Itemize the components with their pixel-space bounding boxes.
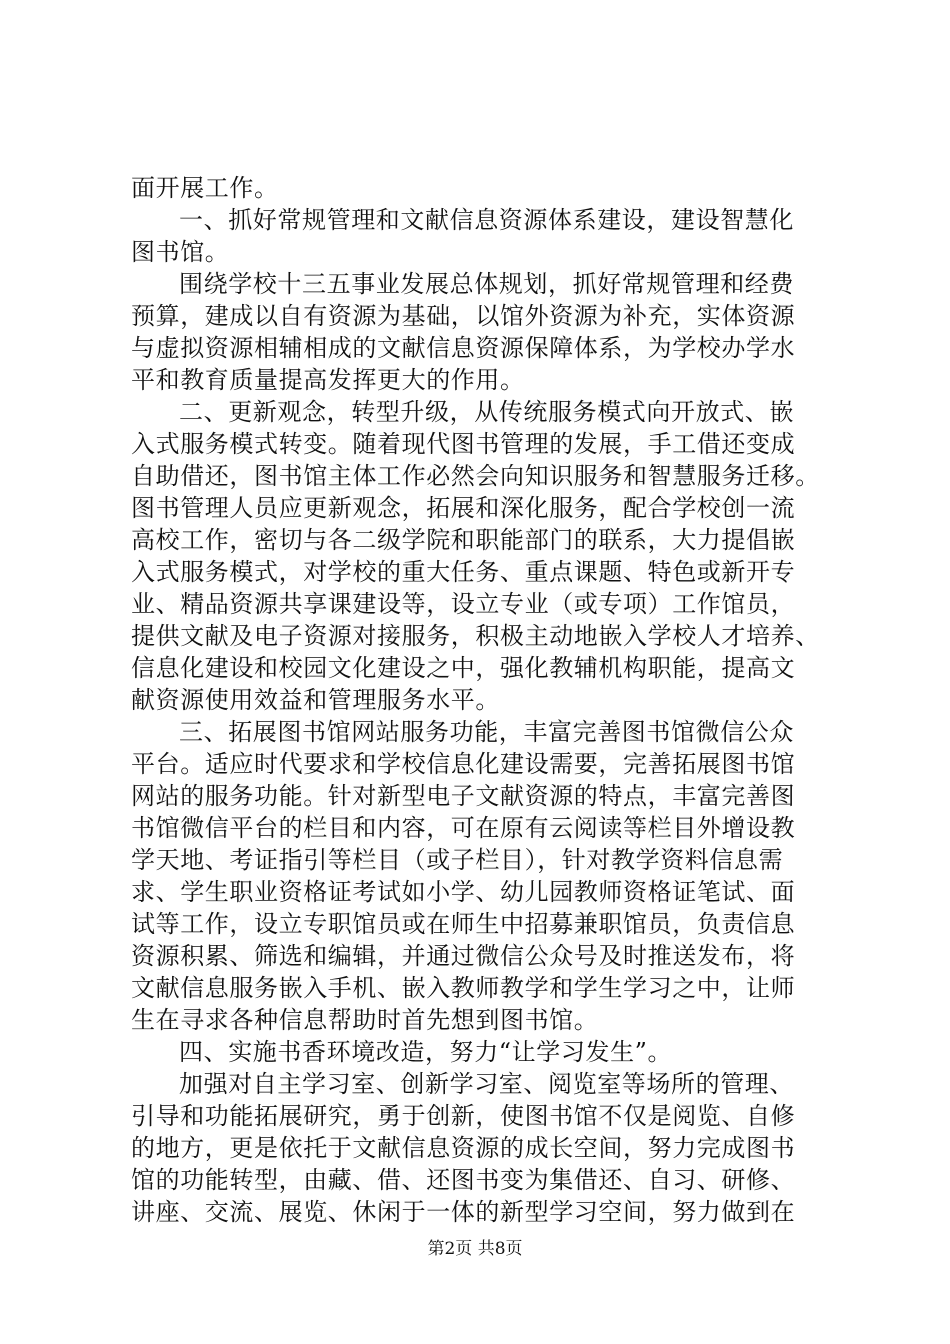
- text-line: 预算，建成以自有资源为基础，以馆外资源为补充，实体资源: [131, 302, 796, 330]
- text-line: 业、精品资源共享课建设等，设立专业（或专项）工作馆员，: [131, 590, 796, 618]
- heading-line: 二、更新观念，转型升级，从传统服务模式向开放式、嵌: [179, 398, 794, 426]
- text-line: 学天地、考证指引等栏目（或子栏目），针对教学资料信息需: [131, 846, 784, 874]
- text-line: 平台。适应时代要求和学校信息化建设需要，完善拓展图书馆: [131, 750, 796, 778]
- text-line: 图书管理人员应更新观念，拓展和深化服务，配合学校创一流: [131, 494, 796, 522]
- document-body: [131, 172, 831, 1228]
- heading-line: 三、拓展图书馆网站服务功能，丰富完善图书馆微信公众: [179, 718, 794, 746]
- text-line: 网站的服务功能。针对新型电子文献资源的特点，丰富完善图: [131, 782, 796, 810]
- text-line: 引导和功能拓展研究，勇于创新，使图书馆不仅是阅览、自修: [131, 1102, 796, 1130]
- text-line: 加强对自主学习室、创新学习室、阅览室等场所的管理、: [179, 1070, 794, 1098]
- page-number-footer: 第2页 共8页: [427, 1239, 523, 1259]
- text-line: 的地方，更是依托于文献信息资源的成长空间，努力完成图书: [131, 1134, 796, 1162]
- text-line: 献资源使用效益和管理服务水平。: [131, 686, 500, 714]
- text-line: 自助借还，图书馆主体工作必然会向知识服务和智慧服务迁移。: [131, 462, 820, 490]
- text-line: 围绕学校十三五事业发展总体规划，抓好常规管理和经费: [179, 270, 794, 298]
- text-line: 试等工作，设立专职馆员或在师生中招募兼职馆员，负责信息: [131, 910, 796, 938]
- text-line: 生在寻求各种信息帮助时首先想到图书馆。: [131, 1006, 599, 1034]
- heading-line: 一、抓好常规管理和文献信息资源体系建设，建设智慧化: [179, 206, 794, 234]
- text-line: 与虚拟资源相辅相成的文献信息资源保障体系，为学校办学水: [131, 334, 796, 362]
- text-line: 提供文献及电子资源对接服务，积极主动地嵌入学校人才培养、: [131, 622, 820, 650]
- text-line: 馆的功能转型，由藏、借、还图书变为集借还、自习、研修、: [131, 1166, 796, 1194]
- text-line: 入式服务模式转变。随着现代图书管理的发展，手工借还变成: [131, 430, 796, 458]
- text-line: 面开展工作。: [131, 174, 279, 202]
- text-line: 文献信息服务嵌入手机、嵌入教师教学和学生学习之中，让师: [131, 974, 796, 1002]
- text-line: 求、学生职业资格证考试如小学、幼儿园教师资格证笔试、面: [131, 878, 796, 906]
- heading-line: 四、实施书香环境改造，努力“让学习发生”。: [179, 1038, 673, 1066]
- text-line: 高校工作，密切与各二级学院和职能部门的联系，大力提倡嵌: [131, 526, 796, 554]
- text-line: 资源积累、筛选和编辑，并通过微信公众号及时推送发布，将: [131, 942, 796, 970]
- text-line: 信息化建设和校园文化建设之中，强化教辅机构职能，提高文: [131, 654, 796, 682]
- text-line: 讲座、交流、展览、休闲于一体的新型学习空间，努力做到在: [131, 1198, 796, 1226]
- text-line: 书馆微信平台的栏目和内容，可在原有云阅读等栏目外增设教: [131, 814, 796, 842]
- text-line: 入式服务模式，对学校的重大任务、重点课题、特色或新开专: [131, 558, 796, 586]
- text-line: 图书馆。: [131, 238, 230, 266]
- text-line: 平和教育质量提高发挥更大的作用。: [131, 366, 525, 394]
